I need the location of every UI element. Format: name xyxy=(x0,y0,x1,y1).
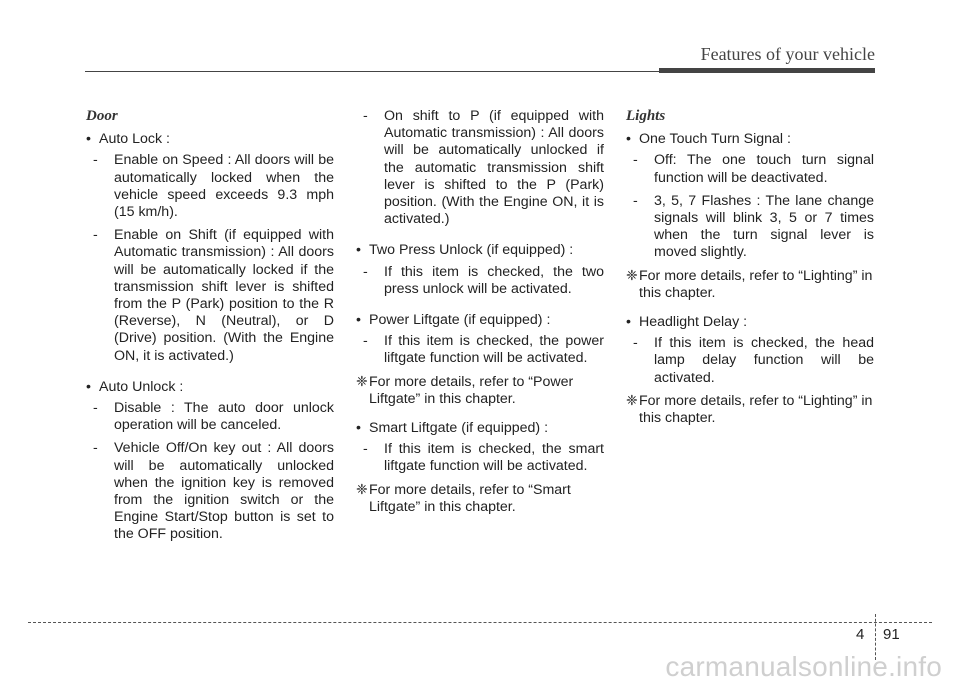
dash-icon: - xyxy=(633,335,638,352)
bullet-label: Auto Lock : xyxy=(99,131,170,148)
dash-icon: - xyxy=(363,441,368,458)
sub-item-smart-liftgate xyxy=(363,441,604,475)
sub-item-text: Disable : The auto door unlock operation will be canceled. xyxy=(114,400,334,434)
heading-lights: Lights xyxy=(626,108,666,124)
sub-item-power-liftgate xyxy=(363,333,604,367)
sub-item-enable-on-shift xyxy=(93,227,334,365)
sub-item-off xyxy=(633,152,874,186)
page-number: 91 xyxy=(883,626,900,643)
bullet-headlight-delay xyxy=(626,314,874,331)
bullet-icon: • xyxy=(356,420,361,437)
note-lighting-2 xyxy=(626,393,874,427)
note-power-liftgate xyxy=(356,374,604,408)
column-door xyxy=(86,108,334,550)
bullet-icon: • xyxy=(626,314,631,331)
dash-icon: - xyxy=(93,440,98,457)
section-title: Features of your vehicle xyxy=(700,44,875,64)
bullet-label: One Touch Turn Signal : xyxy=(639,131,791,148)
bullet-label: Headlight Delay : xyxy=(639,314,748,331)
note-text: For more details, refer to “Power Liftgate” in this chapter. xyxy=(369,373,574,407)
watermark: carmanualsonline.info xyxy=(665,651,942,682)
sub-item-disable xyxy=(93,400,334,434)
sub-item-on-shift-to-p xyxy=(363,108,604,228)
header-rule-accent xyxy=(659,68,875,73)
note-icon: ❈ xyxy=(626,267,638,284)
note-text: For more details, refer to “Lighting” in this chapter. xyxy=(639,267,873,301)
bullet-icon: • xyxy=(626,131,631,148)
bullet-label: Two Press Unlock (if equipped) : xyxy=(369,242,574,259)
bullet-auto-unlock xyxy=(86,379,334,396)
sub-item-headlight-delay xyxy=(633,335,874,387)
note-icon: ❈ xyxy=(356,373,368,390)
bullet-icon: • xyxy=(86,378,91,395)
note-icon: ❈ xyxy=(626,392,638,409)
sub-item-text: If this item is checked, the power liftgate function will be activated. xyxy=(384,333,604,367)
sub-item-text: If this item is checked, the smart liftgate function will be activated. xyxy=(384,441,604,475)
dash-icon: - xyxy=(633,192,638,209)
sub-item-text: Off: The one touch turn signal function will be deactivated. xyxy=(654,152,874,186)
bullet-label: Power Liftgate (if equipped) : xyxy=(369,312,551,329)
bullet-smart-liftgate xyxy=(356,420,604,437)
sub-item-text: If this item is checked, the head lamp delay function will be activated. xyxy=(654,335,874,386)
dash-icon: - xyxy=(363,108,368,124)
bullet-icon: • xyxy=(86,131,91,148)
column-door-continued xyxy=(356,108,604,528)
note-smart-liftgate xyxy=(356,482,604,516)
note-text: For more details, refer to “Lighting” in this chapter. xyxy=(639,392,873,427)
bullet-label: Auto Unlock : xyxy=(99,378,184,395)
bullet-icon: • xyxy=(356,312,361,329)
bullet-two-press-unlock xyxy=(356,242,604,259)
bullet-power-liftgate xyxy=(356,312,604,329)
sub-item-flashes xyxy=(633,193,874,262)
heading-door: Door xyxy=(86,108,118,124)
bullet-label: Smart Liftgate (if equipped) : xyxy=(369,420,549,437)
dash-icon: - xyxy=(363,263,368,280)
column-lights xyxy=(626,108,874,439)
footer-rule xyxy=(28,622,932,623)
sub-item-text: Enable on Shift (if equipped with Automatic transmission) : All doors will be automatically locked if the transmission shift lever is shifted from the P (Park) position to the R (Reverse), N (Neutral), or D (Drive) position. (With the Engine ON, it is activated.) xyxy=(114,227,334,364)
sub-item-enable-on-speed xyxy=(93,152,334,221)
sub-item-text: 3, 5, 7 Flashes : The lane change signals will blink 3, 5 or 7 times when the turn signal lever is moved slightly. xyxy=(654,192,874,261)
sub-item-text: Vehicle Off/On key out : All doors will be automatically unlocked when the ignition key is removed from the ignition switch or the Engine Start/Stop button is set to the OFF position. xyxy=(114,440,334,543)
sub-item-vehicle-off-on xyxy=(93,440,334,543)
sub-item-text: Enable on Speed : All doors will be automatically locked when the vehicle speed exceeds 9.3 mph (15 km/h). xyxy=(114,152,334,221)
dash-icon: - xyxy=(363,333,368,350)
bullet-icon: • xyxy=(356,242,361,259)
dash-icon: - xyxy=(93,227,98,244)
note-lighting-1 xyxy=(626,268,874,302)
dash-icon: - xyxy=(633,152,638,169)
sub-item-text: If this item is checked, the two press unlock will be activated. xyxy=(384,263,604,297)
dash-icon: - xyxy=(93,400,98,417)
note-text: For more details, refer to “Smart Liftgate” in this chapter. xyxy=(369,481,571,515)
note-icon: ❈ xyxy=(356,481,368,498)
dash-icon: - xyxy=(93,152,98,169)
bullet-one-touch-turn-signal xyxy=(626,131,874,148)
sub-item-two-press xyxy=(363,264,604,298)
sub-item-text: On shift to P (if equipped with Automatic transmission) : All doors will be automatically unlocked if the automatic transmission shift lever is shifted to the P (Park) position. (With the Engine ON, it is activated.) xyxy=(384,108,604,228)
chapter-number: 4 xyxy=(856,626,865,643)
bullet-auto-lock xyxy=(86,131,334,148)
